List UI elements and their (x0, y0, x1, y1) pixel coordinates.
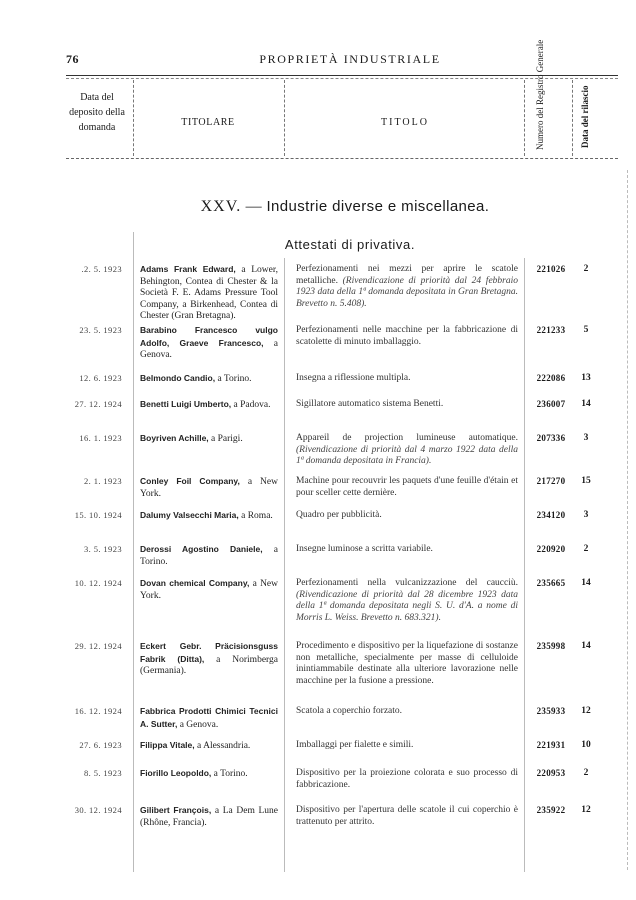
column-header-holder: TITOLARE (181, 117, 235, 128)
entry-title (296, 510, 518, 522)
entry-issued: 15 (581, 476, 591, 486)
entry-holder (140, 805, 278, 829)
title-note: (Rivendicazione di priorità dal 28 dicembre 1923 data della 1ª domanda depositata negli S. U. d'A. a nome di Morris L. Weiss. Brevetto n. 683.321). (296, 589, 518, 623)
holder-location: a Padova. (231, 400, 271, 410)
entry-holder (140, 433, 278, 446)
entry-registry: 221233 (536, 325, 566, 335)
page-edge-mark (627, 170, 628, 870)
entry-issued: 5 (583, 325, 589, 335)
title-note: (Rivendicazione di priorità dal 24 febbraio 1923 data della 1ª domanda depositata in Gran Bretagna. Brevetto n. 5.408). (296, 275, 518, 309)
entry-registry: 235665 (536, 578, 566, 588)
holder-location: a Genova. (177, 719, 219, 730)
entry-title (296, 476, 518, 499)
entry-registry: 236007 (536, 399, 566, 409)
holder-name: Fiorillo Leopoldo, (140, 768, 212, 778)
entry-holder (140, 399, 278, 412)
holder-location: a Parigi. (208, 434, 243, 444)
column-header-title: TITOLO (381, 117, 429, 128)
header-rule-bottom (66, 158, 618, 159)
entry-title (296, 373, 518, 385)
title-note: (Rivendicazione di priorità dal 4 marzo 1922 data della 1ª domanda depositata in Francia). (296, 444, 518, 466)
section-name: Industrie diverse e miscellanea. (266, 198, 490, 215)
entry-registry: 235933 (536, 706, 566, 716)
entry-holder (140, 740, 278, 753)
holder-name: Eckert Gebr. Präcisionsguss Fabrik (Ditta), (140, 641, 278, 664)
holder-name: Dalumy Valsecchi Maria, (140, 510, 239, 520)
entry-issued: 13 (581, 373, 591, 383)
entry-issued: 14 (581, 399, 591, 409)
entry-registry: 235922 (536, 805, 566, 815)
entry-holder (140, 641, 278, 678)
holder-name: Fabbrica Prodotti Chimici Tecnici A. Sutter, (140, 706, 278, 729)
section-title (150, 198, 540, 216)
column-divider (524, 80, 525, 156)
entry-title (296, 740, 518, 752)
page-number: 76 (66, 52, 79, 66)
holder-name: Boyriven Achille, (140, 433, 209, 443)
holder-location: a Genova. (140, 338, 279, 360)
column-divider (133, 80, 134, 156)
holder-name: Benetti Luigi Umberto, (140, 399, 232, 409)
column-divider (572, 80, 573, 156)
entry-issued: 3 (583, 433, 589, 443)
entry-date: 27. 6. 1923 (79, 740, 122, 750)
entry-holder (140, 706, 278, 731)
entry-issued: 14 (581, 578, 591, 588)
holder-location: a Torino. (211, 769, 248, 779)
entry-date: 10. 12. 1924 (74, 578, 122, 588)
title-text: Machine pour recouvrir les paquets d'une feuille d'étain et pour sceller cette dernière. (296, 476, 518, 498)
holder-name: Conley Foil Company, (140, 476, 240, 486)
holder-name: Gilibert François, (140, 805, 212, 815)
entry-registry: 221931 (536, 740, 566, 750)
entry-date: 30. 12. 1924 (74, 805, 122, 815)
section-number: XXV. (200, 198, 242, 215)
entry-date: 15. 10. 1924 (74, 510, 122, 520)
title-text: Insegna a riflessione multipla. (296, 373, 411, 383)
entry-registry: 235998 (536, 641, 566, 651)
entry-issued: 3 (583, 510, 589, 520)
entry-registry: 220953 (536, 768, 566, 778)
entry-title (296, 433, 518, 468)
entry-registry: 207336 (536, 433, 566, 443)
holder-location: a Torino. (140, 545, 278, 567)
entry-holder (140, 373, 278, 386)
holder-name: Derossi Agostino Daniele, (140, 544, 263, 554)
entry-issued: 12 (581, 706, 591, 716)
holder-location: a Alessandria. (194, 741, 251, 751)
entry-holder (140, 544, 278, 568)
entry-date: 2. 1. 1923 (84, 476, 122, 486)
entry-registry: 221026 (536, 264, 566, 274)
holder-name: Barabino Francesco vulgo Adolfo, Graeve Francesco, (140, 325, 278, 348)
title-text: Quadro per pubblicità. (296, 510, 382, 520)
entry-issued: 2 (583, 544, 589, 554)
entry-registry: 234120 (536, 510, 566, 520)
entry-date: 8. 5. 1923 (84, 768, 122, 778)
title-text: Sigillatore automatico sistema Benetti. (296, 399, 444, 409)
entry-holder (140, 768, 278, 781)
entry-holder (140, 476, 278, 500)
entry-date: 16. 1. 1923 (79, 433, 122, 443)
holder-name: Adams Frank Edward, (140, 264, 236, 274)
entry-issued: 14 (581, 641, 591, 651)
entry-title (296, 768, 518, 791)
entry-registry: 222086 (536, 373, 566, 383)
entry-date: 16. 12. 1924 (74, 706, 122, 716)
column-header-registry: Numero del Registro Generale (535, 39, 545, 150)
holder-location: a Lower, Behington, Contea di Chester & la Società F. E. Adams Pressure Tool Company, a Birkenhead, Contea di Chester (Gran Bretagna). (140, 265, 278, 321)
entry-issued: 12 (581, 805, 591, 815)
title-text: Perfezionamenti nella vulcanizzazione del caucciù. (296, 578, 518, 588)
entry-holder (140, 578, 278, 602)
title-text: Insegne luminose a scritta variabile. (296, 544, 433, 554)
holder-name: Belmondo Candio, (140, 373, 216, 383)
title-text: Dispositivo per l'apertura delle scatole il cui coperchio è trattenuto per attrito. (296, 805, 518, 827)
entry-title (296, 264, 518, 310)
holder-name: Dovan chemical Company, (140, 578, 250, 588)
entry-date: 27. 12. 1924 (74, 399, 122, 409)
entry-date: 12. 6. 1923 (79, 373, 122, 383)
entry-title (296, 325, 518, 348)
entry-title (296, 805, 518, 828)
title-text: Perfezionamenti nelle macchine per la fabbricazione di scatolette di minuto imballaggio. (296, 325, 518, 347)
column-header-issue-date: Data del rilascio (580, 85, 590, 148)
title-text: Appareil de projection lumineuse automatique. (296, 433, 518, 443)
entry-title (296, 399, 518, 411)
title-text: Procedimento e dispositivo per la liquefazione di sostanze non metalliche, specialmente per masse di celluloide inintiammabile destinate alla ulteriore lavorazione nelle macchine per la fusione a pressione. (296, 641, 518, 686)
holder-location: a New York. (140, 477, 278, 499)
column-divider (133, 232, 134, 872)
column-divider (524, 258, 525, 872)
entry-issued: 10 (581, 740, 591, 750)
column-header-date: Data del deposito della domanda (69, 92, 125, 133)
holder-location: a Torino. (215, 374, 252, 384)
entry-title (296, 641, 518, 687)
title-text: Scatola a coperchio forzato. (296, 706, 403, 716)
entry-title (296, 578, 518, 624)
entry-date: 29. 12. 1924 (74, 641, 122, 651)
subsection-title: Attestati di privativa. (284, 237, 416, 252)
entry-title (296, 544, 518, 556)
entry-holder (140, 325, 278, 362)
holder-location: a Norimberga (Germania). (140, 654, 279, 676)
entry-registry: 220920 (536, 544, 566, 554)
holder-location: a New York. (140, 579, 279, 601)
holder-location: a Roma. (238, 511, 273, 521)
title-text: Dispositivo per la proiezione colorata e suo processo di fabbricazione. (296, 768, 518, 790)
title-text: Imballaggi per fialette e simili. (296, 740, 414, 750)
holder-name: Filippa Vitale, (140, 740, 195, 750)
entry-issued: 2 (583, 264, 589, 274)
column-divider (284, 80, 285, 156)
entry-issued: 2 (583, 768, 589, 778)
section-dash: — (245, 198, 263, 215)
entry-date: .2. 5. 1923 (81, 264, 122, 274)
title-text: Perfezionamenti nei mezzi per aprire le scatole metalliche. (296, 264, 518, 286)
entry-date: 3. 5. 1923 (84, 544, 122, 554)
column-divider (284, 258, 285, 872)
entry-holder (140, 510, 278, 523)
entry-registry: 217270 (536, 476, 566, 486)
holder-location: a La Dem Lune (Rhône, Francia). (140, 806, 278, 828)
entry-date: 23. 5. 1923 (79, 325, 122, 335)
entry-holder (140, 264, 278, 323)
running-title: PROPRIETÀ INDUSTRIALE (259, 52, 441, 66)
entry-title (296, 706, 518, 718)
